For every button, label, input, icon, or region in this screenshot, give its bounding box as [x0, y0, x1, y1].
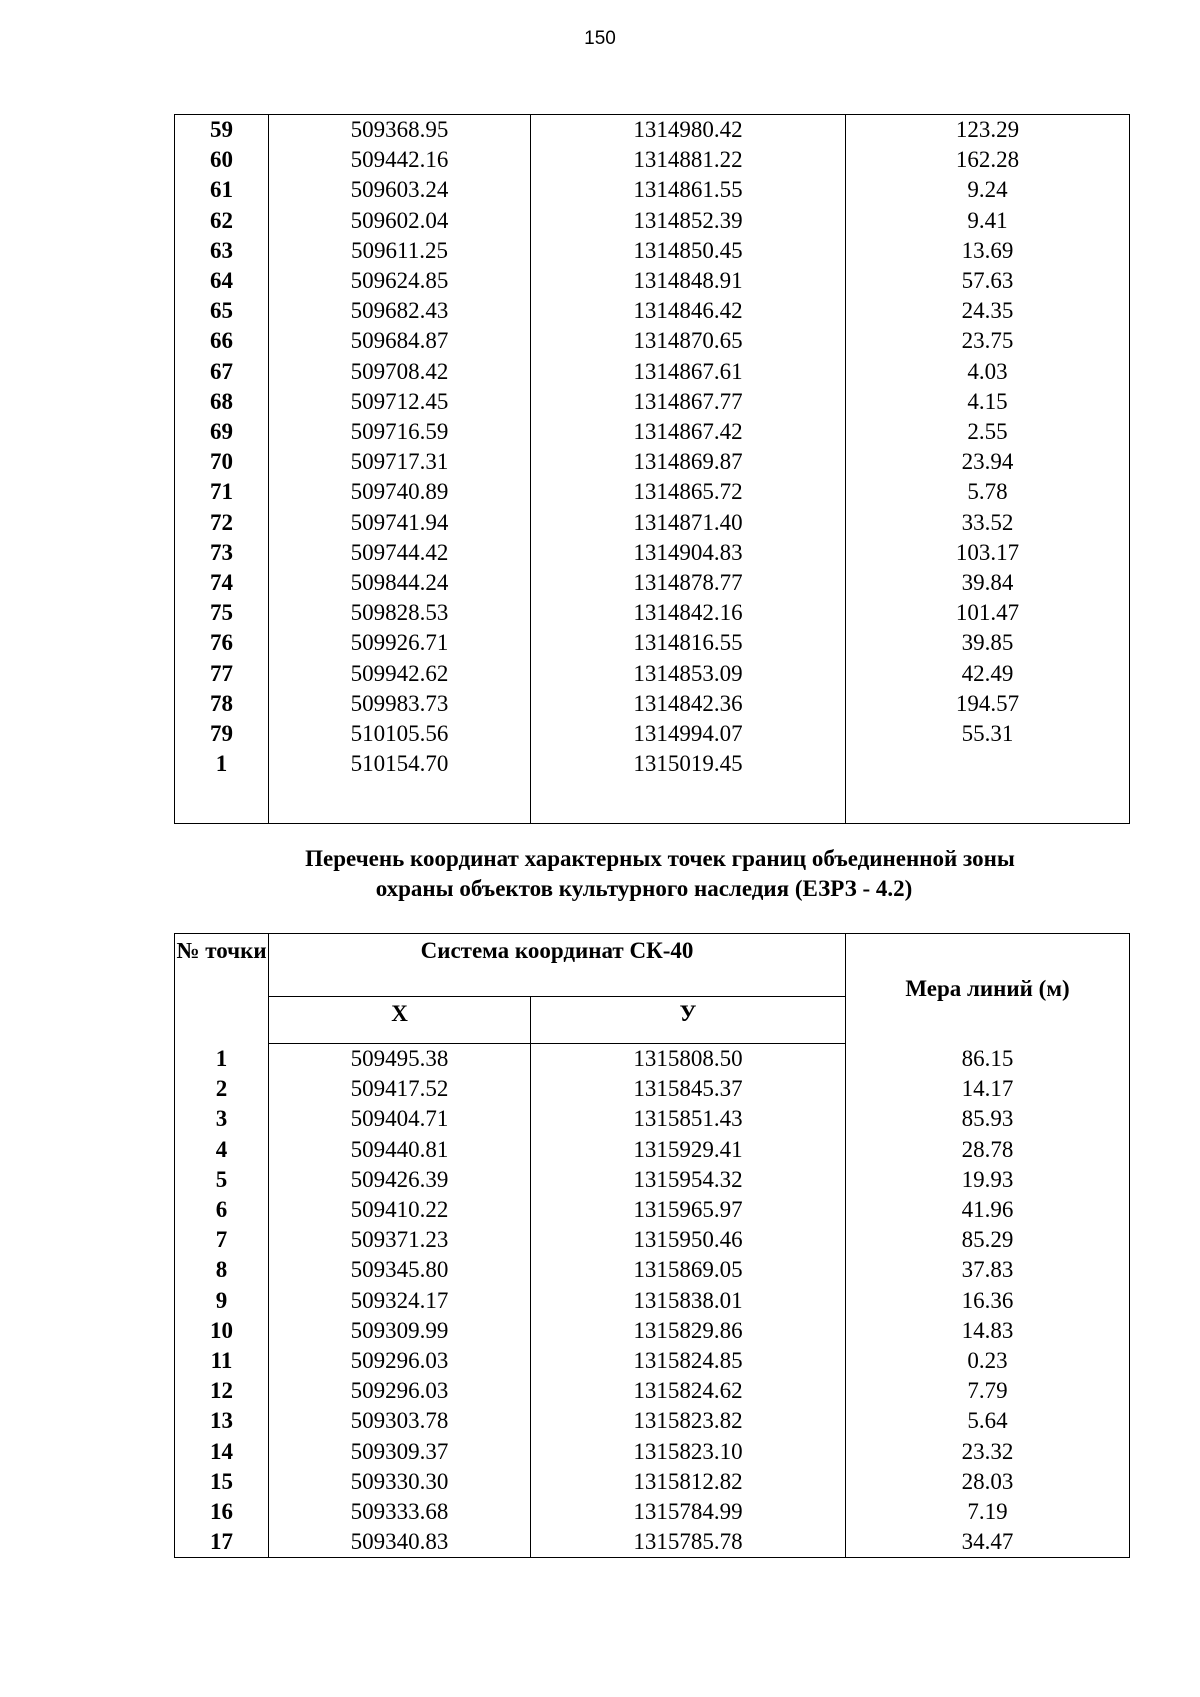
line-measure: 33.52	[846, 508, 1130, 538]
x-coordinate: 509330.30	[269, 1467, 531, 1497]
table1-body	[175, 115, 1130, 824]
x-coordinate: 509333.68	[269, 1497, 531, 1527]
x-coordinate: 509684.87	[269, 326, 531, 356]
table-row	[175, 1044, 1130, 1075]
table-row	[175, 689, 1130, 719]
line-measure: 85.93	[846, 1104, 1130, 1134]
y-coordinate: 1314980.42	[531, 115, 846, 146]
line-measure: 16.36	[846, 1286, 1130, 1316]
table-row	[175, 1286, 1130, 1316]
y-coordinate: 1314870.65	[531, 326, 846, 356]
line-measure: 103.17	[846, 538, 1130, 568]
point-number: 9	[175, 1286, 269, 1316]
y-coordinate: 1314867.77	[531, 387, 846, 417]
coordinates-table-ezrz	[174, 933, 1130, 1558]
table-row	[175, 1406, 1130, 1436]
point-number: 11	[175, 1346, 269, 1376]
header-y: У	[531, 997, 846, 1044]
point-number: 71	[175, 477, 269, 507]
header-point-number: № точки	[175, 934, 269, 1044]
point-number: 66	[175, 326, 269, 356]
line-measure: 19.93	[846, 1165, 1130, 1195]
table-row	[175, 447, 1130, 477]
y-coordinate: 1315829.86	[531, 1316, 846, 1346]
table-row	[175, 508, 1130, 538]
line-measure: 55.31	[846, 719, 1130, 749]
point-number: 67	[175, 357, 269, 387]
table-row	[175, 1135, 1130, 1165]
table-row	[175, 1195, 1130, 1225]
table-row	[175, 266, 1130, 296]
page-number: 150	[584, 28, 616, 49]
point-number: 5	[175, 1165, 269, 1195]
point-number: 70	[175, 447, 269, 477]
x-coordinate: 509303.78	[269, 1406, 531, 1436]
line-measure: 41.96	[846, 1195, 1130, 1225]
y-coordinate: 1315019.45	[531, 749, 846, 779]
y-coordinate: 1314878.77	[531, 568, 846, 598]
line-measure: 37.83	[846, 1255, 1130, 1285]
y-coordinate: 1314850.45	[531, 236, 846, 266]
empty-cell	[175, 779, 269, 824]
table-row	[175, 659, 1130, 689]
point-number: 78	[175, 689, 269, 719]
line-measure: 194.57	[846, 689, 1130, 719]
table-row	[175, 296, 1130, 326]
table-row	[175, 1316, 1130, 1346]
section-title-line2: охраны объектов культурного наследия (ЕЗРЗ - 4.2)	[375, 876, 913, 901]
line-measure: 0.23	[846, 1346, 1130, 1376]
line-measure: 14.17	[846, 1074, 1130, 1104]
table-row	[175, 1225, 1130, 1255]
x-coordinate: 509926.71	[269, 628, 531, 658]
table-row	[175, 1497, 1130, 1527]
line-measure: 7.19	[846, 1497, 1130, 1527]
line-measure	[846, 749, 1130, 779]
y-coordinate: 1314904.83	[531, 538, 846, 568]
table-row	[175, 236, 1130, 266]
table-row	[175, 1346, 1130, 1376]
y-coordinate: 1315965.97	[531, 1195, 846, 1225]
y-coordinate: 1314994.07	[531, 719, 846, 749]
point-number: 7	[175, 1225, 269, 1255]
x-coordinate: 509296.03	[269, 1376, 531, 1406]
x-coordinate: 509717.31	[269, 447, 531, 477]
line-measure: 34.47	[846, 1527, 1130, 1558]
empty-cell	[846, 779, 1130, 824]
table-row	[175, 206, 1130, 236]
y-coordinate: 1314865.72	[531, 477, 846, 507]
table-row	[175, 1104, 1130, 1134]
x-coordinate: 509682.43	[269, 296, 531, 326]
line-measure: 85.29	[846, 1225, 1130, 1255]
y-coordinate: 1315954.32	[531, 1165, 846, 1195]
line-measure: 5.64	[846, 1406, 1130, 1436]
point-number: 63	[175, 236, 269, 266]
x-coordinate: 509942.62	[269, 659, 531, 689]
point-number: 8	[175, 1255, 269, 1285]
table-row	[175, 326, 1130, 356]
line-measure: 86.15	[846, 1044, 1130, 1075]
x-coordinate: 509740.89	[269, 477, 531, 507]
x-coordinate: 509603.24	[269, 175, 531, 205]
x-coordinate: 509741.94	[269, 508, 531, 538]
header-coordinate-system: Система координат СК-40	[269, 934, 846, 997]
y-coordinate: 1315808.50	[531, 1044, 846, 1075]
line-measure: 5.78	[846, 477, 1130, 507]
y-coordinate: 1314848.91	[531, 266, 846, 296]
line-measure: 14.83	[846, 1316, 1130, 1346]
x-coordinate: 510105.56	[269, 719, 531, 749]
line-measure: 57.63	[846, 266, 1130, 296]
x-coordinate: 509442.16	[269, 145, 531, 175]
point-number: 72	[175, 508, 269, 538]
point-number: 76	[175, 628, 269, 658]
line-measure: 39.85	[846, 628, 1130, 658]
table-row	[175, 749, 1130, 779]
y-coordinate: 1314871.40	[531, 508, 846, 538]
x-coordinate: 509844.24	[269, 568, 531, 598]
coordinates-table-continued	[174, 114, 1130, 824]
point-number: 4	[175, 1135, 269, 1165]
point-number: 3	[175, 1104, 269, 1134]
x-coordinate: 509368.95	[269, 115, 531, 146]
y-coordinate: 1314869.87	[531, 447, 846, 477]
line-measure: 4.03	[846, 357, 1130, 387]
line-measure: 39.84	[846, 568, 1130, 598]
point-number: 77	[175, 659, 269, 689]
x-coordinate: 509744.42	[269, 538, 531, 568]
x-coordinate: 509371.23	[269, 1225, 531, 1255]
table-row	[175, 598, 1130, 628]
line-measure: 9.24	[846, 175, 1130, 205]
empty-cell	[269, 779, 531, 824]
table-row	[175, 417, 1130, 447]
point-number: 6	[175, 1195, 269, 1225]
line-measure: 4.15	[846, 387, 1130, 417]
y-coordinate: 1315869.05	[531, 1255, 846, 1285]
point-number: 12	[175, 1376, 269, 1406]
line-measure: 23.75	[846, 326, 1130, 356]
line-measure: 28.78	[846, 1135, 1130, 1165]
table-row	[175, 357, 1130, 387]
point-number: 69	[175, 417, 269, 447]
table-spacer-row	[175, 779, 1130, 824]
y-coordinate: 1314846.42	[531, 296, 846, 326]
point-number: 62	[175, 206, 269, 236]
x-coordinate: 509983.73	[269, 689, 531, 719]
line-measure: 101.47	[846, 598, 1130, 628]
line-measure: 42.49	[846, 659, 1130, 689]
y-coordinate: 1315812.82	[531, 1467, 846, 1497]
x-coordinate: 509712.45	[269, 387, 531, 417]
y-coordinate: 1315824.62	[531, 1376, 846, 1406]
x-coordinate: 509440.81	[269, 1135, 531, 1165]
table-row	[175, 115, 1130, 146]
line-measure: 13.69	[846, 236, 1130, 266]
table-row	[175, 1437, 1130, 1467]
point-number: 75	[175, 598, 269, 628]
y-coordinate: 1314867.42	[531, 417, 846, 447]
point-number: 14	[175, 1437, 269, 1467]
line-measure: 2.55	[846, 417, 1130, 447]
y-coordinate: 1315851.43	[531, 1104, 846, 1134]
x-coordinate: 509309.99	[269, 1316, 531, 1346]
line-measure: 28.03	[846, 1467, 1130, 1497]
table-row	[175, 538, 1130, 568]
x-coordinate: 509716.59	[269, 417, 531, 447]
table-row	[175, 568, 1130, 598]
x-coordinate: 509340.83	[269, 1527, 531, 1558]
x-coordinate: 510154.70	[269, 749, 531, 779]
line-measure: 162.28	[846, 145, 1130, 175]
y-coordinate: 1314816.55	[531, 628, 846, 658]
table2-body	[175, 1044, 1130, 1558]
table-row	[175, 477, 1130, 507]
y-coordinate: 1314842.16	[531, 598, 846, 628]
empty-cell	[531, 779, 846, 824]
table-row	[175, 1165, 1130, 1195]
table-row	[175, 628, 1130, 658]
table-row	[175, 1376, 1130, 1406]
x-coordinate: 509611.25	[269, 236, 531, 266]
y-coordinate: 1314853.09	[531, 659, 846, 689]
y-coordinate: 1314881.22	[531, 145, 846, 175]
x-coordinate: 509309.37	[269, 1437, 531, 1467]
table-row	[175, 1255, 1130, 1285]
point-number: 61	[175, 175, 269, 205]
table-row	[175, 1467, 1130, 1497]
line-measure: 24.35	[846, 296, 1130, 326]
table-row	[175, 387, 1130, 417]
point-number: 1	[175, 749, 269, 779]
x-coordinate: 509410.22	[269, 1195, 531, 1225]
point-number: 2	[175, 1074, 269, 1104]
x-coordinate: 509426.39	[269, 1165, 531, 1195]
point-number: 15	[175, 1467, 269, 1497]
table-row	[175, 145, 1130, 175]
x-coordinate: 509828.53	[269, 598, 531, 628]
line-measure: 7.79	[846, 1376, 1130, 1406]
y-coordinate: 1315929.41	[531, 1135, 846, 1165]
line-measure: 23.32	[846, 1437, 1130, 1467]
x-coordinate: 509602.04	[269, 206, 531, 236]
y-coordinate: 1315824.85	[531, 1346, 846, 1376]
y-coordinate: 1315823.10	[531, 1437, 846, 1467]
table-row	[175, 1527, 1130, 1558]
y-coordinate: 1315838.01	[531, 1286, 846, 1316]
x-coordinate: 509345.80	[269, 1255, 531, 1285]
section-title-line1: Перечень координат характерных точек границ объединенной зоны	[305, 846, 1015, 871]
x-coordinate: 509324.17	[269, 1286, 531, 1316]
point-number: 60	[175, 145, 269, 175]
y-coordinate: 1314852.39	[531, 206, 846, 236]
point-number: 64	[175, 266, 269, 296]
line-measure: 9.41	[846, 206, 1130, 236]
y-coordinate: 1315950.46	[531, 1225, 846, 1255]
x-coordinate: 509708.42	[269, 357, 531, 387]
x-coordinate: 509624.85	[269, 266, 531, 296]
header-x: Х	[269, 997, 531, 1044]
y-coordinate: 1315823.82	[531, 1406, 846, 1436]
point-number: 68	[175, 387, 269, 417]
point-number: 79	[175, 719, 269, 749]
y-coordinate: 1314867.61	[531, 357, 846, 387]
y-coordinate: 1314842.36	[531, 689, 846, 719]
point-number: 13	[175, 1406, 269, 1436]
table-row	[175, 1074, 1130, 1104]
x-coordinate: 509404.71	[269, 1104, 531, 1134]
y-coordinate: 1315784.99	[531, 1497, 846, 1527]
y-coordinate: 1314861.55	[531, 175, 846, 205]
point-number: 73	[175, 538, 269, 568]
point-number: 59	[175, 115, 269, 146]
x-coordinate: 509296.03	[269, 1346, 531, 1376]
point-number: 65	[175, 296, 269, 326]
y-coordinate: 1315845.37	[531, 1074, 846, 1104]
y-coordinate: 1315785.78	[531, 1527, 846, 1558]
point-number: 17	[175, 1527, 269, 1558]
x-coordinate: 509495.38	[269, 1044, 531, 1075]
line-measure: 123.29	[846, 115, 1130, 146]
header-line-measure: Мера линий (м)	[846, 934, 1130, 1044]
x-coordinate: 509417.52	[269, 1074, 531, 1104]
point-number: 1	[175, 1044, 269, 1075]
point-number: 74	[175, 568, 269, 598]
point-number: 16	[175, 1497, 269, 1527]
table-row	[175, 175, 1130, 205]
table-row	[175, 719, 1130, 749]
point-number: 10	[175, 1316, 269, 1346]
line-measure: 23.94	[846, 447, 1130, 477]
